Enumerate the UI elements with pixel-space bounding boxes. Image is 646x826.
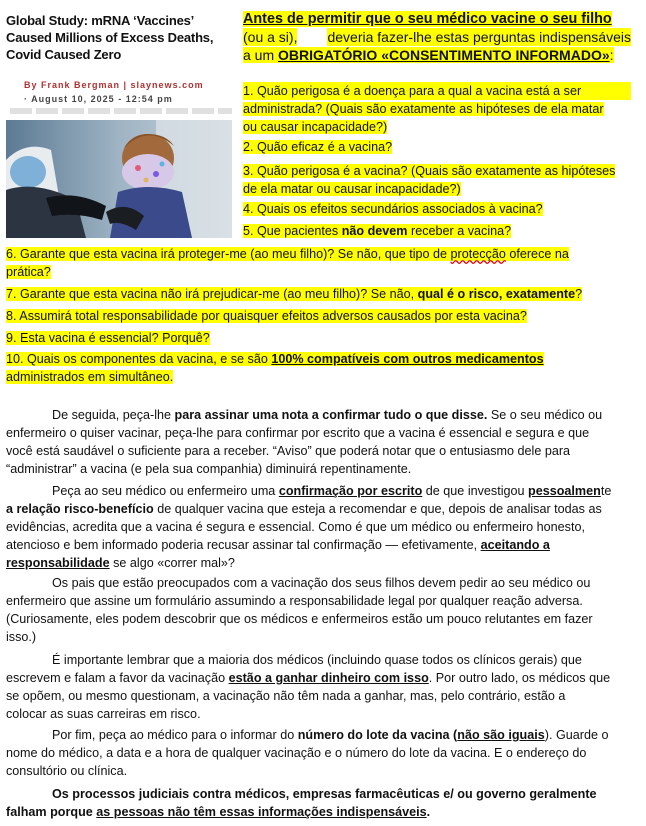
paragraph-line: “administrar” a vacina (e pela sua companhia) diminuirá repentinamente. <box>6 462 412 476</box>
question-1-line: 1. Quão perigosa é a doença para a qual a vacina está a ser <box>243 82 631 100</box>
paragraph-line: enfermeiro que assine um formulário assumindo a responsabilidade legal por qualquer reação adversa. <box>6 594 583 608</box>
question-10-start: 10. Quais os componentes da vacina, e se são <box>6 352 272 366</box>
question-6-misspelled-word: protecção <box>450 247 506 261</box>
text-run: te <box>600 484 612 498</box>
paragraph-line-bold: Os processos judiciais contra médicos, empresas farmacêuticas e/ ou governo geralmente <box>52 787 597 801</box>
question-4 <box>243 200 631 218</box>
text-run: . Por outro lado, os médicos que <box>428 671 611 685</box>
text-run-bold-underline: confirmação por escrito <box>278 484 423 498</box>
text-run: Peça ao seu médico ou enfermeiro uma <box>52 484 279 498</box>
question-5-emphasis: não devem <box>341 224 408 238</box>
text-run-bold: ( <box>449 728 458 742</box>
question-6-start: 6. Garante que esta vacina irá proteger-me (ao meu filho)? Se não, que tipo de <box>6 247 451 261</box>
question-7-end: ? <box>575 287 583 301</box>
paragraph-doctors-earn <box>6 651 630 723</box>
paragraph-line: colocar as suas carreiras em risco. <box>6 707 201 721</box>
text-run: de qualquer vacina que esteja a recomendar e que, depois de analisar todas as <box>153 502 602 516</box>
text-run-bold: a relação risco-benefício <box>6 502 154 516</box>
question-8 <box>6 307 630 325</box>
paragraph-line: isso.) <box>6 630 37 644</box>
text-run-bold-underline: estão a ganhar dinheiro com isso <box>228 671 429 685</box>
question-10-emphasis: 100% compatíveis com outros medicamentos <box>271 352 544 366</box>
paragraph-written-confirmation <box>6 482 630 572</box>
text-run-bold: para assinar uma nota a confirmar tudo o que disse. <box>174 408 488 422</box>
question-1-line: administrada? (Quais são exatamente as hipóteses de ela matar <box>243 102 604 116</box>
intro-line3-start: a um <box>243 47 275 63</box>
article-title-line: Covid Caused Zero <box>6 47 122 62</box>
paragraph-lawsuits <box>6 785 630 821</box>
article-date: · August 10, 2025 - 12:54 pm <box>24 94 173 104</box>
intro-line2-start: (ou a si), <box>243 29 298 45</box>
question-3-line: de ela matar ou causar incapacidade?) <box>243 182 461 196</box>
question-9 <box>6 329 630 347</box>
question-5 <box>243 222 631 240</box>
question-2-text: 2. Quão eficaz é a vacina? <box>243 140 393 154</box>
text-run: De seguida, peça-lhe <box>52 408 175 422</box>
question-6-line2: prática? <box>6 265 51 279</box>
text-run-bold-underline: as pessoas não têm essas informações indispensáveis <box>96 805 427 819</box>
paragraph-line: É importante lembrar que a maioria dos médicos (incluindo quase todos os clínicos gerais) que <box>52 653 582 667</box>
text-run-bold: falham porque <box>6 805 97 819</box>
paragraph-line: (Curiosamente, eles podem descobrir que os médicos e enfermeiros estão um pouco relutantes em fazer <box>6 612 593 626</box>
question-4-text: 4. Quais os efeitos secundários associados à vacina? <box>243 202 543 216</box>
paragraph-line: consultório ou clínica. <box>6 764 128 778</box>
question-10 <box>6 350 630 386</box>
text-run-bold-underline: aceitando a <box>480 538 550 552</box>
text-run-bold-underline: pessoalmen <box>528 484 601 498</box>
text-run: escrevem e falam a favor da vacinação <box>6 671 229 685</box>
paragraph-line: Os pais que estão preocupados com a vacinação dos seus filhos devem pedir ao seu médico ou <box>52 576 591 590</box>
question-9-text: 9. Esta vacina é essencial? Porquê? <box>6 331 210 345</box>
intro-line2-end: deveria fazer-lhe estas perguntas indispensáveis <box>327 29 631 45</box>
article-title-line: Caused Millions of Excess Deaths, <box>6 30 214 45</box>
text-run: atencioso e bem informado poderia recusar assinar tal confirmação — efetivamente, <box>6 538 481 552</box>
question-5-start: 5. Que pacientes <box>243 224 342 238</box>
text-run-bold: número do lote da vacina <box>297 728 450 742</box>
article-blurred-caption <box>10 108 232 114</box>
article-photo <box>6 120 232 238</box>
text-run: de que investigou <box>422 484 529 498</box>
paragraph-line: evidências, acredita que a vacina é segura e essencial. Como é que um médico ou enfermeiro honesto, <box>6 520 585 534</box>
question-1-line: ou causar incapacidade?) <box>243 120 388 134</box>
question-2 <box>243 138 631 156</box>
question-10-line2: administrados em simultâneo. <box>6 370 174 384</box>
question-1 <box>243 82 631 136</box>
text-run-bold-underline: responsabilidade <box>6 556 110 570</box>
question-8-text: 8. Assumirá total responsabilidade por quaisquer efeitos adversos causados por esta vacina? <box>6 309 527 323</box>
paragraph-line: você está saudável o suficiente para a receber. “Aviso” que poderá notar que o entusiasmo dele para <box>6 444 571 458</box>
text-run: se algo «correr mal»? <box>109 556 235 570</box>
question-6 <box>6 245 630 281</box>
article-byline: By Frank Bergman | slaynews.com <box>24 80 204 90</box>
paragraph-parents-form <box>6 574 630 646</box>
paragraph-sign-note <box>6 406 630 478</box>
question-7-emphasis: qual é o risco, exatamente <box>417 287 576 301</box>
text-run: Se o seu médico ou <box>487 408 603 422</box>
question-6-end: oferece na <box>505 247 569 261</box>
paragraph-line: enfermeiro o quiser vacinar, peça-lhe para confirmar por escrito que a vacina é essencial e segura e que <box>6 426 590 440</box>
article-title <box>6 12 232 63</box>
paragraph-line: se opõem, ou mesmo questionam, a vacinação não têm nada a ganhar, mas, pelo contrário, estão a <box>6 689 566 703</box>
paragraph-lot-number <box>6 726 630 780</box>
question-5-end: receber a vacina? <box>407 224 512 238</box>
text-run: Por fim, peça ao médico para o informar do <box>52 728 298 742</box>
question-3-line: 3. Quão perigosa é a vacina? (Quais são exatamente as hipóteses <box>243 164 616 178</box>
intro-headline: Antes de permitir que o seu médico vacine o seu filho <box>243 11 612 27</box>
text-run-bold-underline: não são iguais <box>457 728 545 742</box>
question-3 <box>243 162 631 198</box>
informed-consent-label: OBRIGATÓRIO «CONSENTIMENTO INFORMADO» <box>278 47 610 63</box>
consent-intro <box>243 10 631 64</box>
question-7-start: 7. Garante que esta vacina não irá prejudicar-me (ao meu filho)? Se não, <box>6 287 418 301</box>
article-title-line: Global Study: mRNA ‘Vaccines’ <box>6 13 195 28</box>
text-run-bold: . <box>426 805 431 819</box>
question-7 <box>6 285 630 303</box>
paragraph-line: nome do médico, a data e a hora de qualquer vacinação e o número do lote da vacina. E o endereço do <box>6 746 587 760</box>
text-run: ). Guarde o <box>544 728 609 742</box>
article-card[interactable] <box>6 10 232 238</box>
intro-line3-colon: : <box>609 47 614 63</box>
